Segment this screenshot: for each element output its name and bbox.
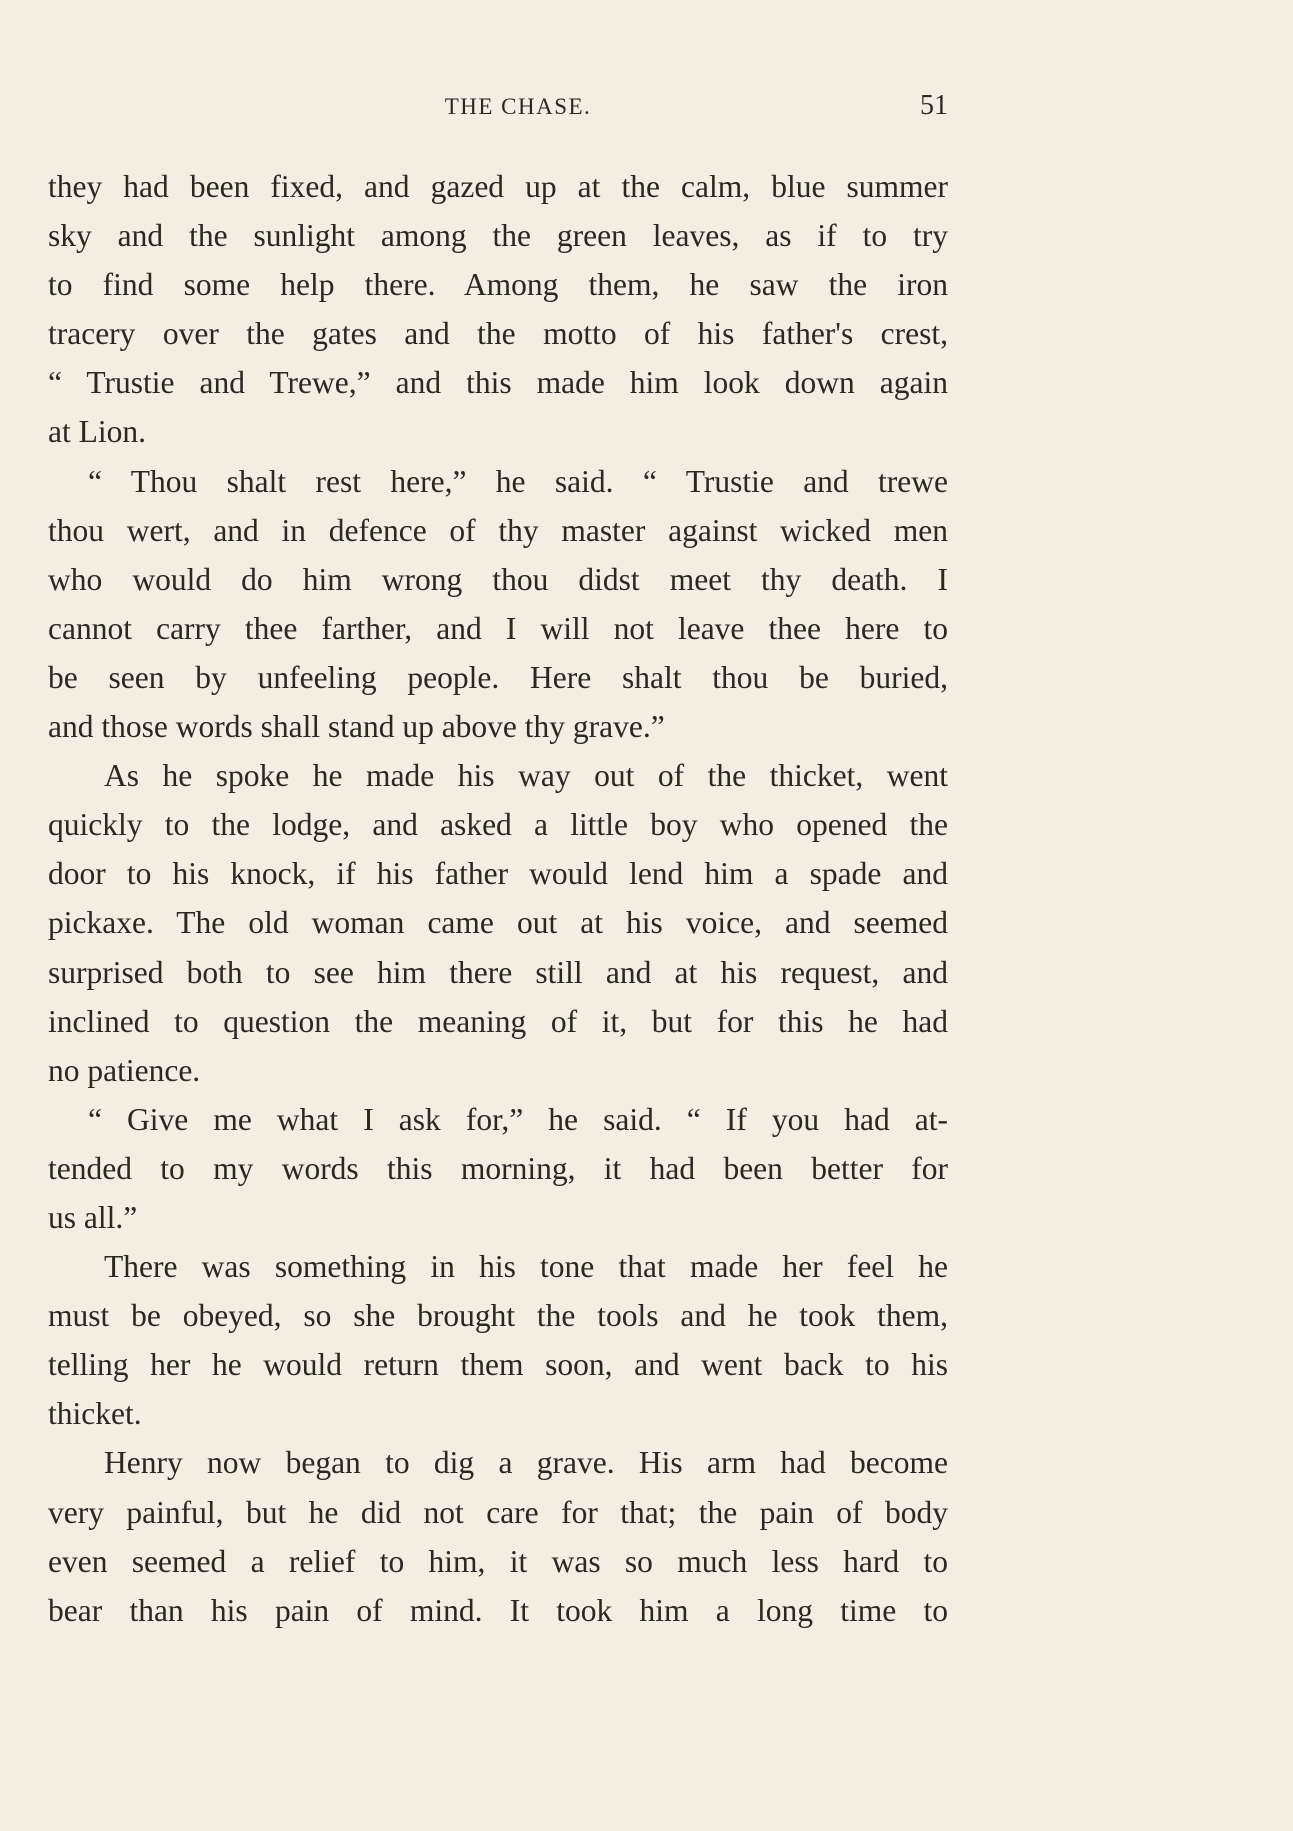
text-line: even seemed a relief to him, it was so much less hard to	[48, 1543, 948, 1579]
text-line: telling her he would return them soon, and went back to his	[48, 1347, 948, 1383]
text-line: “ Give me what I ask for,” he said. “ If you had at-	[88, 1101, 948, 1137]
text-line: who would do him wrong thou didst meet thy death. I	[48, 561, 948, 597]
text-line: sky and the sunlight among the green leaves, as if to try	[48, 218, 948, 254]
text-line: quickly to the lodge, and asked a little boy who opened the	[48, 807, 948, 843]
text-line: thou wert, and in defence of thy master against wicked men	[48, 512, 948, 548]
text-line: cannot carry thee farther, and I will not leave thee here to	[48, 610, 948, 646]
text-line: tracery over the gates and the motto of his father's crest,	[48, 316, 948, 352]
text-line: and those words shall stand up above thy grave.”	[48, 709, 665, 745]
text-line: “ Thou shalt rest here,” he said. “ Trustie and trewe	[88, 463, 948, 499]
text-line: pickaxe. The old woman came out at his voice, and seemed	[48, 905, 948, 941]
text-line: door to his knock, if his father would lend him a spade and	[48, 856, 948, 892]
text-line: As he spoke he made his way out of the thicket, went	[104, 758, 948, 794]
text-line: at Lion.	[48, 414, 146, 450]
text-line: “ Trustie and Trewe,” and this made him look down again	[48, 365, 948, 401]
text-line: inclined to question the meaning of it, but for this he had	[48, 1003, 948, 1039]
text-line: surprised both to see him there still and at his request, and	[48, 954, 948, 990]
text-line: There was something in his tone that made her feel he	[104, 1249, 948, 1285]
text-line: they had been fixed, and gazed up at the calm, blue summer	[48, 169, 948, 204]
paragraph	[48, 751, 948, 1095]
text-line: us all.”	[48, 1199, 138, 1235]
paragraph	[48, 162, 948, 457]
text-line: no patience.	[48, 1052, 201, 1088]
running-title: THE CHASE.	[444, 94, 592, 119]
text-line: very painful, but he did not care for that; the pain of body	[48, 1494, 948, 1530]
paragraph	[48, 1095, 948, 1242]
page-number: 51	[920, 90, 948, 121]
text-line: must be obeyed, so she brought the tools and he took them,	[48, 1298, 948, 1334]
text-line: to find some help there. Among them, he saw the iron	[48, 267, 948, 303]
body-text	[48, 162, 948, 1635]
text-line: thicket.	[48, 1396, 142, 1432]
paragraph	[48, 457, 948, 752]
text-line: be seen by unfeeling people. Here shalt thou be buried,	[48, 659, 948, 695]
text-line: tended to my words this morning, it had been better for	[48, 1150, 948, 1186]
page-header	[48, 88, 948, 128]
paragraph	[48, 1242, 948, 1438]
text-line: Henry now began to dig a grave. His arm had become	[104, 1445, 948, 1481]
paragraph	[48, 1438, 948, 1634]
text-line: bear than his pain of mind. It took him a long time to	[48, 1592, 948, 1628]
